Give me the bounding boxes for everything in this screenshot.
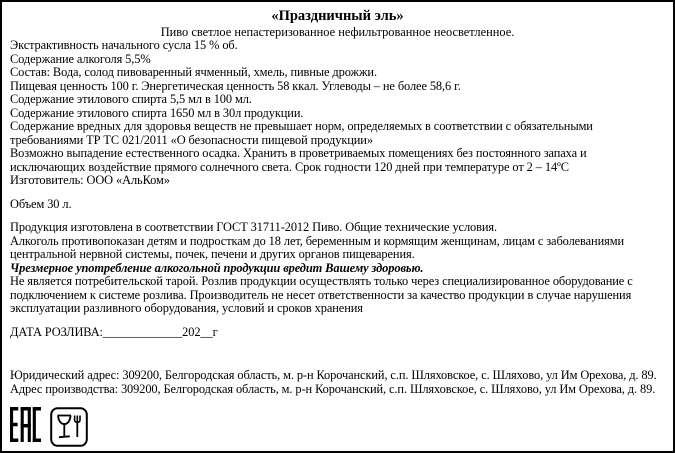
alcohol-warning-line: Чрезмерное употребление алкогольной продукции вредит Вашему здоровью. [10,260,424,275]
spacer-line [10,349,665,359]
product-title: «Праздничный эль» [271,8,404,24]
volume-line: Объем 30 л. [10,196,72,211]
ethanol-total-line: Содержание этилового спирта 1650 мл в 30л продукции. [10,105,304,120]
gost-standard-line: Продукция изготовлена в соответствии ГОСТ 31711-2012 Пиво. Общие технические условия. [10,220,498,234]
age-restriction-line-2: центральной нервной системы, почек, печени и других органов пищеварения. [10,247,415,261]
alcohol-content-line: Содержание алкоголя 5,5% [10,51,151,66]
spacer-line [10,316,665,326]
legal-address-line: Юридический адрес: 309200, Белгородская область, м. р-н Корочанский, с.п. Шляховское, с. Шляхово, ул Им Орехова, д. 89. [10,368,657,382]
production-address-line: Адрес производства: 309200, Белгородская область, м. р-н Корочанский, с.п. Шляховское, с. Шляхово, ул Им Орехова, д. 89. [10,381,656,396]
storage-line-2: исключающих воздействие прямого солнечного света. Срок годности 120 дней при температуре от 2 – 14ºС [10,159,569,174]
glass-fork-food-safe-icon [50,407,88,447]
fill-date-line: ДАТА РОЗЛИВА:_____________202__г [10,324,218,339]
container-note-line-2: подключением к системе розлива. Производитель не несет ответственности за качество продукции в случае нарушения [10,287,632,302]
spacer-line [10,188,665,198]
container-note-line-3: эксплуатации разливного оборудования, условий и сроков хранения [10,301,363,315]
safety-norms-line-1: Содержание вредных для здоровья веществ не превышает норм, определяемых в соответствии с обязательными [10,119,593,133]
storage-line-1: Возможно выпадение естественного осадка. Хранить в проветриваемых помещениях без постоянного запаха и [10,146,587,160]
eac-conformity-icon [10,407,41,442]
nutrition-line: Пищевая ценность 100 г. Энергетическая ценность 58 ккал. Углеводы – не более 58,6 г. [10,78,461,93]
extract-line: Экстрактивность начального сусла 15 % об. [10,38,238,52]
container-note-line-1: Не является потребительской тарой. Розлив продукции осуществлять только через специализированное оборудование с [10,274,633,288]
manufacturer-line: Изготовитель: ООО «АльКом» [10,173,170,187]
certification-marks [10,407,665,447]
age-restriction-line-1: Алкоголь противопоказан детям и подросткам до 18 лет, беременным и кормящим женщинам, лицам с заболеваниями [10,233,624,248]
product-subtitle: Пиво светлое непастеризованное нефильтрованное неосветленное. [160,25,515,39]
ethanol-per-100ml-line: Содержание этилового спирта 5,5 мл в 100 мл. [10,92,252,106]
safety-norms-line-2: требованиями ТР ТС 021/2011 «О безопасности пищевой продукции» [10,132,373,147]
spacer-line [10,339,665,349]
ingredients-line: Состав: Вода, солод пивоваренный ячменный, хмель, пивные дрожжи. [10,65,377,79]
